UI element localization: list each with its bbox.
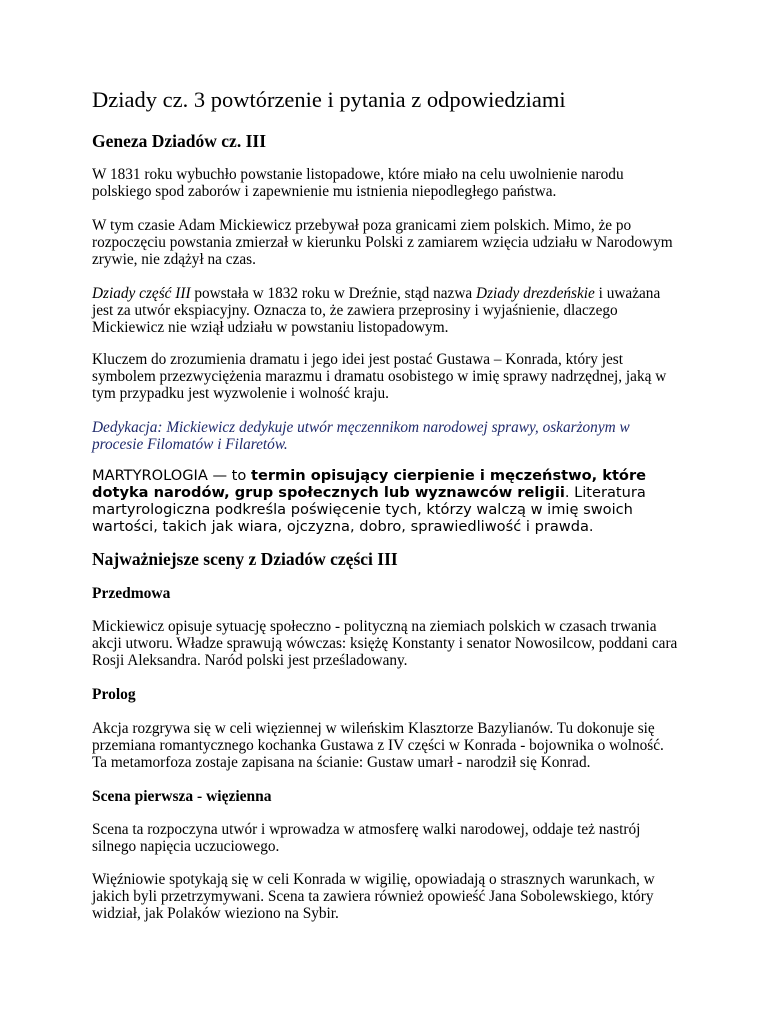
subheading-scena-pierwsza: Scena pierwsza - więzienna <box>92 788 272 805</box>
paragraph-geneza-1: W 1831 roku wybuchło powstanie listopadowe, które miało na celu uwolnienie narodu polskiego spod zaborów i zapewnienie mu istnienia niepodległego państwa. <box>92 166 624 200</box>
section-heading-sceny: Najważniejsze sceny z Dziadów części III <box>92 549 398 569</box>
document-title: Dziady cz. 3 powtórzenie i pytania z odpowiedziami <box>92 87 566 112</box>
italic-title-dziady-3: Dziady część III <box>92 285 191 302</box>
italic-title-dziady-drezdenskie: Dziady drezdeńskie <box>476 285 595 302</box>
section-heading-geneza: Geneza Dziadów cz. III <box>92 131 267 151</box>
subheading-prolog: Prolog <box>92 686 136 703</box>
dedication-note: Dedykacja: Mickiewicz dedykuje utwór męczennikom narodowej sprawy, oskarżonym w procesie Filomatów i Filaretów. <box>92 419 630 453</box>
martyrology-bold-definition: termin opisujący cierpienie i męczeństwo, które dotyka narodów, grup społecznych lub wyznawców religii <box>92 467 647 501</box>
paragraph-geneza-3-text-1: powstała w 1832 roku w Dreźnie, stąd nazwa <box>190 285 477 302</box>
paragraph-scena-pierwsza-2: Więźniowie spotykają się w celi Konrada w wigilię, opowiadają o strasznych warunkach, w jakich byli przetrzymywani. Scena ta zawiera również opowieść Jana Sobolewskiego, który widział, jak Polaków wieziono na Sybir. <box>92 871 655 922</box>
paragraph-przedmowa: Mickiewicz opisuje sytuację społeczno - polityczną na ziemiach polskich w czasach trwania akcji utworu. Władze sprawują wówczas: księżę Konstanty i senator Nowosilcow, poddani cara Rosji Aleksandra. Naród polski jest prześladowany. <box>92 618 678 669</box>
martyrology-term: MARTYROLOGIA — to <box>92 467 251 484</box>
paragraph-geneza-2: W tym czasie Adam Mickiewicz przebywał poza granicami ziem polskich. Mimo, że po rozpoczęciu powstania zmierzał w kierunku Polski z zamiarem wzięcia udziału w Narodowym zrywie, nie zdążył na czas. <box>92 217 673 268</box>
paragraph-scena-pierwsza-1: Scena ta rozpoczyna utwór i wprowadza w atmosferę walki narodowej, oddaje też nastrój silnego napięcia uczuciowego. <box>92 821 641 855</box>
paragraph-geneza-3-text-2: i uważana jest za utwór ekspiacyjny. Oznacza to, że zawiera przeprosiny i wyjaśnienie, dlaczego Mickiewicz nie wziął udziału w powstaniu listopadowym. <box>92 285 661 336</box>
martyrology-rest: . Literatura martyrologiczna podkreśla poświęcenie tych, którzy walczą w imię swoich wartości, takich jak wiara, ojczyzna, dobro, sprawiedliwość i prawda. <box>92 484 646 535</box>
paragraph-prolog: Akcja rozgrywa się w celi więziennej w wileńskim Klasztorze Bazylianów. Tu dokonuje się przemiana romantycznego kochanka Gustawa z IV części w Konrada - bojownika o wolność. Ta metamorfoza zostaje zapisana na ścianie: Gustaw umarł - narodził się Konrad. <box>92 720 664 771</box>
subheading-przedmowa: Przedmowa <box>92 585 171 602</box>
paragraph-geneza-4: Kluczem do zrozumienia dramatu i jego idei jest postać Gustawa – Konrada, który jest symbolem przezwyciężenia marazmu i dramatu osobistego w imię sprawy nadrzędnej, jaką w tym przypadku jest wyzwolenie i wolność kraju. <box>92 351 667 402</box>
martyrology-definition <box>92 467 682 535</box>
paragraph-geneza-3 <box>92 285 682 336</box>
